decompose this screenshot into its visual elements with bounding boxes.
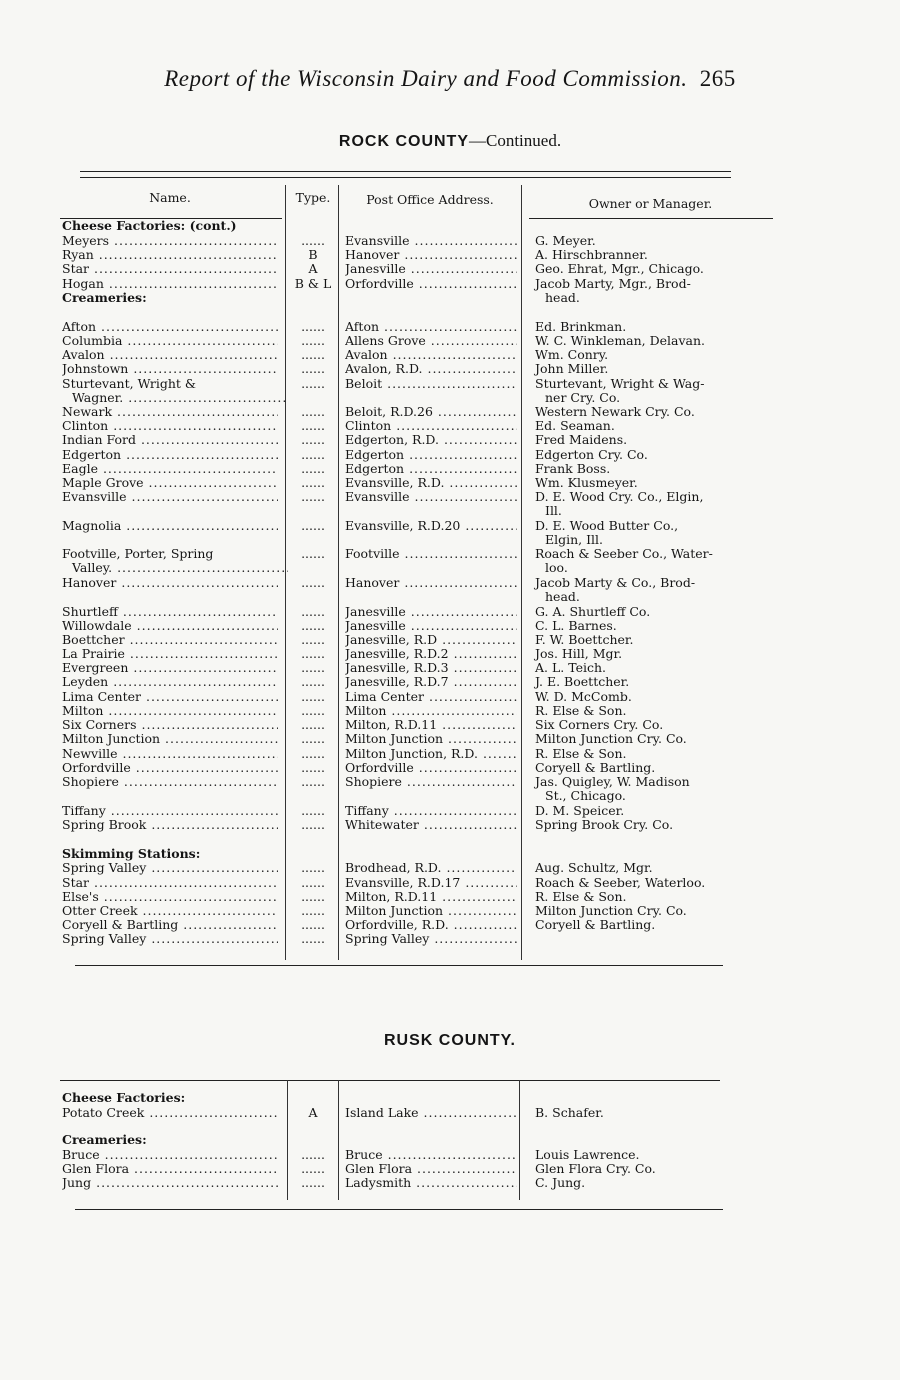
entry-name: Footville, Porter, Spring (62, 547, 214, 561)
entry-type: ...... (301, 760, 325, 775)
owner-line: F. W. Boettcher. (535, 632, 634, 647)
entry-name: Leyden ..... (62, 675, 278, 689)
section-heading: Cheese Factories: (cont.) (62, 219, 237, 233)
entry-name: Afton ..... (62, 320, 278, 334)
owner-line: Roach & Seeber, Waterloo. (535, 875, 706, 890)
entry-post-office: Bruce ..... (345, 1148, 517, 1162)
entry-post-office: Shopiere ..... (345, 775, 517, 789)
owner-line: R. Else & Son. (535, 746, 627, 761)
entry-type: ...... (301, 1147, 325, 1162)
owner-line: Wm. Klusmeyer. (535, 475, 638, 490)
entry-name: La Prairie ..... (62, 647, 278, 661)
entry-name: Indian Ford ..... (62, 433, 278, 447)
entry-post-office: Tiffany ..... (345, 804, 517, 818)
entry-type: ...... (301, 447, 325, 462)
owner-line-continued: Ill. (545, 503, 562, 518)
owner-line-continued: Elgin, Ill. (545, 532, 604, 547)
table-row (0, 1162, 900, 1176)
entry-name: Ryan ..... (62, 248, 278, 262)
entry-type: ...... (301, 774, 325, 789)
entry-type: ...... (301, 1175, 325, 1190)
entry-post-office: Evansville, R.D. ..... (345, 476, 517, 490)
entry-type: ...... (301, 860, 325, 875)
entry-type: ...... (301, 319, 325, 334)
page-number: 265 (699, 66, 736, 91)
entry-post-office: Janesville ..... (345, 262, 517, 276)
entry-post-office: Glen Flora ..... (345, 1162, 517, 1176)
entry-type: ...... (301, 575, 325, 590)
owner-line-continued: St., Chicago. (545, 788, 626, 803)
entry-type: A (308, 1105, 318, 1120)
col-header-post: Post Office Address. (366, 192, 494, 207)
entry-name: Spring Valley ..... (62, 861, 278, 875)
entry-type: ...... (301, 461, 325, 476)
entry-name: Evansville ..... (62, 490, 278, 504)
entry-name: Eagle ..... (62, 462, 278, 476)
entry-type: ...... (301, 746, 325, 761)
entry-name: Willowdale ..... (62, 619, 278, 633)
entry-type: ...... (301, 731, 325, 746)
owner-line: Fred Maidens. (535, 432, 628, 447)
owner-line: A. Hirschbranner. (535, 247, 648, 262)
owner-line: D. E. Wood Butter Co., (535, 518, 679, 533)
owner-line: Milton Junction Cry. Co. (535, 731, 687, 746)
owner-line: D. M. Speicer. (535, 803, 625, 818)
entry-post-office: Orfordville, R.D. ..... (345, 918, 517, 932)
entry-name: Otter Creek ..... (62, 904, 278, 918)
entry-type: ...... (301, 703, 325, 718)
owner-line: R. Else & Son. (535, 703, 627, 718)
entry-post-office: Hanover ..... (345, 248, 517, 262)
rock-county-title: ROCK COUNTY (338, 133, 469, 150)
section-heading: Skimming Stations: (62, 847, 201, 861)
entry-type: ...... (301, 233, 325, 248)
entry-type: ...... (301, 518, 325, 533)
entry-name: Star ..... (62, 262, 278, 276)
entry-type: ...... (301, 618, 325, 633)
entry-post-office: Footville ..... (345, 547, 517, 561)
table-row (0, 1148, 900, 1162)
entry-name: Spring Brook ..... (62, 818, 278, 832)
entry-post-office: Island Lake ..... (345, 1106, 517, 1120)
entry-name: Shurtleff ..... (62, 605, 278, 619)
owner-line-continued: loo. (545, 560, 568, 575)
entry-type: ...... (301, 646, 325, 661)
entry-post-office: Lima Center ..... (345, 690, 517, 704)
owner-line: D. E. Wood Cry. Co., Elgin, (535, 489, 704, 504)
entry-post-office: Evansville, R.D.17 ..... (345, 876, 517, 890)
entry-type: ...... (301, 689, 325, 704)
col-header-name: Name. (149, 190, 191, 205)
entry-name: Coryell & Bartling ..... (62, 918, 278, 932)
entry-type: ...... (301, 376, 325, 391)
entry-name-continued: Wagner. ..... (62, 391, 288, 405)
entry-name: Shopiere ..... (62, 775, 278, 789)
owner-line: C. L. Barnes. (535, 618, 617, 633)
entry-post-office: Edgerton, R.D. ..... (345, 433, 517, 447)
entry-post-office: Brodhead, R.D. ..... (345, 861, 517, 875)
entry-post-office: Afton ..... (345, 320, 517, 334)
owner-line: W. D. McComb. (535, 689, 632, 704)
entry-post-office: Evansville ..... (345, 490, 517, 504)
entry-name: Edgerton ..... (62, 448, 278, 462)
entry-post-office: Avalon ..... (345, 348, 517, 362)
entry-owner (535, 1148, 765, 1162)
owner-line: Louis Lawrence. (535, 1147, 640, 1162)
entry-name: Meyers ..... (62, 234, 278, 248)
entry-post-office: Spring Valley ..... (345, 932, 517, 946)
entry-post-office: Hanover ..... (345, 576, 517, 590)
entry-type: ...... (301, 546, 325, 561)
entry-post-office: Edgerton ..... (345, 448, 517, 462)
entry-post-office: Allens Grove ..... (345, 334, 517, 348)
entry-name: Orfordville ..... (62, 761, 278, 775)
entry-type: ...... (301, 817, 325, 832)
entry-owner (535, 1162, 765, 1176)
entry-post-office: Beloit, R.D.26 ..... (345, 405, 517, 419)
entry-name: Newark ..... (62, 405, 278, 419)
owner-line: Jas. Quigley, W. Madison (535, 774, 690, 789)
owner-line: Spring Brook Cry. Co. (535, 817, 674, 832)
entry-name: Star ..... (62, 876, 278, 890)
section-heading: Cheese Factories: (62, 1091, 186, 1105)
owner-line: B. Schafer. (535, 1105, 604, 1120)
entry-post-office: Janesville, R.D.3 ..... (345, 661, 517, 675)
entry-name: Lima Center ..... (62, 690, 278, 704)
entry-name: Johnstown ..... (62, 362, 278, 376)
entry-type: ...... (301, 917, 325, 932)
owner-line-continued: head. (545, 290, 580, 305)
col-header-type: Type. (295, 190, 331, 205)
entry-type: ...... (301, 604, 325, 619)
owner-line: Ed. Seaman. (535, 418, 615, 433)
entry-post-office: Clinton ..... (345, 419, 517, 433)
section-heading: Creameries: (62, 1133, 147, 1147)
section-heading-row (0, 1133, 900, 1147)
owner-line: Jacob Marty, Mgr., Brod- (535, 276, 691, 291)
owner-line: Glen Flora Cry. Co. (535, 1161, 656, 1176)
rusk-county-heading: RUSK COUNTY. (383, 1032, 516, 1049)
table-row (0, 1176, 900, 1190)
entry-name: Six Corners ..... (62, 718, 278, 732)
entry-post-office: Orfordville ..... (345, 277, 517, 291)
entry-name: Glen Flora ..... (62, 1162, 278, 1176)
entry-post-office: Milton Junction ..... (345, 904, 517, 918)
entry-type: ...... (301, 475, 325, 490)
entry-type: A (308, 261, 318, 276)
entry-type: ...... (301, 803, 325, 818)
entry-name: Evergreen ..... (62, 661, 278, 675)
entry-type: B & L (294, 276, 332, 291)
entry-name: Newville ..... (62, 747, 278, 761)
entry-type: ...... (301, 418, 325, 433)
owner-line: Roach & Seeber Co., Water- (535, 546, 713, 561)
entry-name: Spring Valley ..... (62, 932, 278, 946)
entry-name-continued: Valley. ..... (62, 561, 288, 575)
entry-name: Avalon ..... (62, 348, 278, 362)
owner-line: Wm. Conry. (535, 347, 609, 362)
owner-line: Edgerton Cry. Co. (535, 447, 648, 462)
entry-name: Else's ..... (62, 890, 278, 904)
entry-type: ...... (301, 489, 325, 504)
entry-type: ...... (301, 674, 325, 689)
owner-line: Jacob Marty & Co., Brod- (535, 575, 696, 590)
entry-name: Bruce ..... (62, 1148, 278, 1162)
entry-type: ...... (301, 717, 325, 732)
section-heading: Creameries: (62, 291, 147, 305)
owner-line: G. Meyer. (535, 233, 596, 248)
owner-line: Western Newark Cry. Co. (535, 404, 695, 419)
owner-line: Sturtevant, Wright & Wag- (535, 376, 705, 391)
entry-type: ...... (301, 361, 325, 376)
owner-line: Coryell & Bartling. (535, 760, 656, 775)
entry-type: ...... (301, 660, 325, 675)
entry-name: Maple Grove ..... (62, 476, 278, 490)
owner-line: Jos. Hill, Mgr. (535, 646, 623, 661)
owner-line: Frank Boss. (535, 461, 611, 476)
entry-type: ...... (301, 875, 325, 890)
entry-post-office: Janesville ..... (345, 605, 517, 619)
owner-line: Geo. Ehrat, Mgr., Chicago. (535, 261, 704, 276)
entry-name: Tiffany ..... (62, 804, 278, 818)
entry-type: B (308, 247, 318, 262)
owner-line: W. C. Winkleman, Delavan. (535, 333, 706, 348)
entry-type: ...... (301, 347, 325, 362)
owner-line: Milton Junction Cry. Co. (535, 903, 687, 918)
entry-post-office: Evansville, R.D.20 ..... (345, 519, 517, 533)
entry-type: ...... (301, 931, 325, 946)
owner-line: A. L. Teich. (535, 660, 607, 675)
entry-type: ...... (301, 404, 325, 419)
owner-line: G. A. Shurtleff Co. (535, 604, 651, 619)
entry-post-office: Ladysmith ..... (345, 1176, 517, 1190)
entry-post-office: Milton ..... (345, 704, 517, 718)
entry-post-office: Evansville ..... (345, 234, 517, 248)
entry-name: Hogan ..... (62, 277, 278, 291)
entry-owner (535, 1106, 765, 1120)
entry-post-office: Milton, R.D.11 ..... (345, 718, 517, 732)
owner-line: Aug. Schultz, Mgr. (535, 860, 653, 875)
owner-line: C. Jung. (535, 1175, 586, 1190)
owner-line-continued: head. (545, 589, 580, 604)
owner-line: John Miller. (535, 361, 609, 376)
entry-post-office: Milton Junction ..... (345, 732, 517, 746)
rock-county-continued: —Continued. (469, 131, 562, 150)
entry-type: ...... (301, 333, 325, 348)
entry-name: Jung ..... (62, 1176, 278, 1190)
entry-post-office: Janesville, R.D ..... (345, 633, 517, 647)
report-title: Report of the Wisconsin Dairy and Food Commission. (164, 66, 688, 91)
section-heading-row (0, 1091, 900, 1105)
entry-post-office: Whitewater ..... (345, 818, 517, 832)
entry-name: Milton Junction ..... (62, 732, 278, 746)
entry-owner (535, 1176, 765, 1190)
owner-line: R. Else & Son. (535, 889, 627, 904)
entry-post-office: Janesville, R.D.7 ..... (345, 675, 517, 689)
owner-line: Ed. Brinkman. (535, 319, 627, 334)
entry-post-office: Milton Junction, R.D. ..... (345, 747, 517, 761)
owner-line: Six Corners Cry. Co. (535, 717, 664, 732)
entry-name: Potato Creek ..... (62, 1106, 278, 1120)
entry-post-office: Avalon, R.D. ..... (345, 362, 517, 376)
table-row (0, 1106, 900, 1120)
entry-name: Boettcher ..... (62, 633, 278, 647)
entry-name: Clinton ..... (62, 419, 278, 433)
entry-type: ...... (301, 889, 325, 904)
entry-type: ...... (301, 432, 325, 447)
entry-post-office: Edgerton ..... (345, 462, 517, 476)
owner-line: J. E. Boettcher. (535, 674, 630, 689)
entry-post-office: Milton, R.D.11 ..... (345, 890, 517, 904)
col-header-owner: Owner or Manager. (588, 196, 713, 211)
entry-name: Sturtevant, Wright & (62, 377, 197, 391)
entry-post-office: Beloit ..... (345, 377, 517, 391)
entry-name: Columbia ..... (62, 334, 278, 348)
owner-line: Coryell & Bartling. (535, 917, 656, 932)
entry-name: Magnolia ..... (62, 519, 278, 533)
entry-type: ...... (301, 903, 325, 918)
entry-type: ...... (301, 632, 325, 647)
entry-name: Milton ..... (62, 704, 278, 718)
entry-post-office: Janesville, R.D.2 ..... (345, 647, 517, 661)
entry-post-office: Janesville ..... (345, 619, 517, 633)
owner-line-continued: ner Cry. Co. (545, 390, 621, 405)
entry-name: Hanover ..... (62, 576, 278, 590)
entry-post-office: Orfordville ..... (345, 761, 517, 775)
entry-type: ...... (301, 1161, 325, 1176)
